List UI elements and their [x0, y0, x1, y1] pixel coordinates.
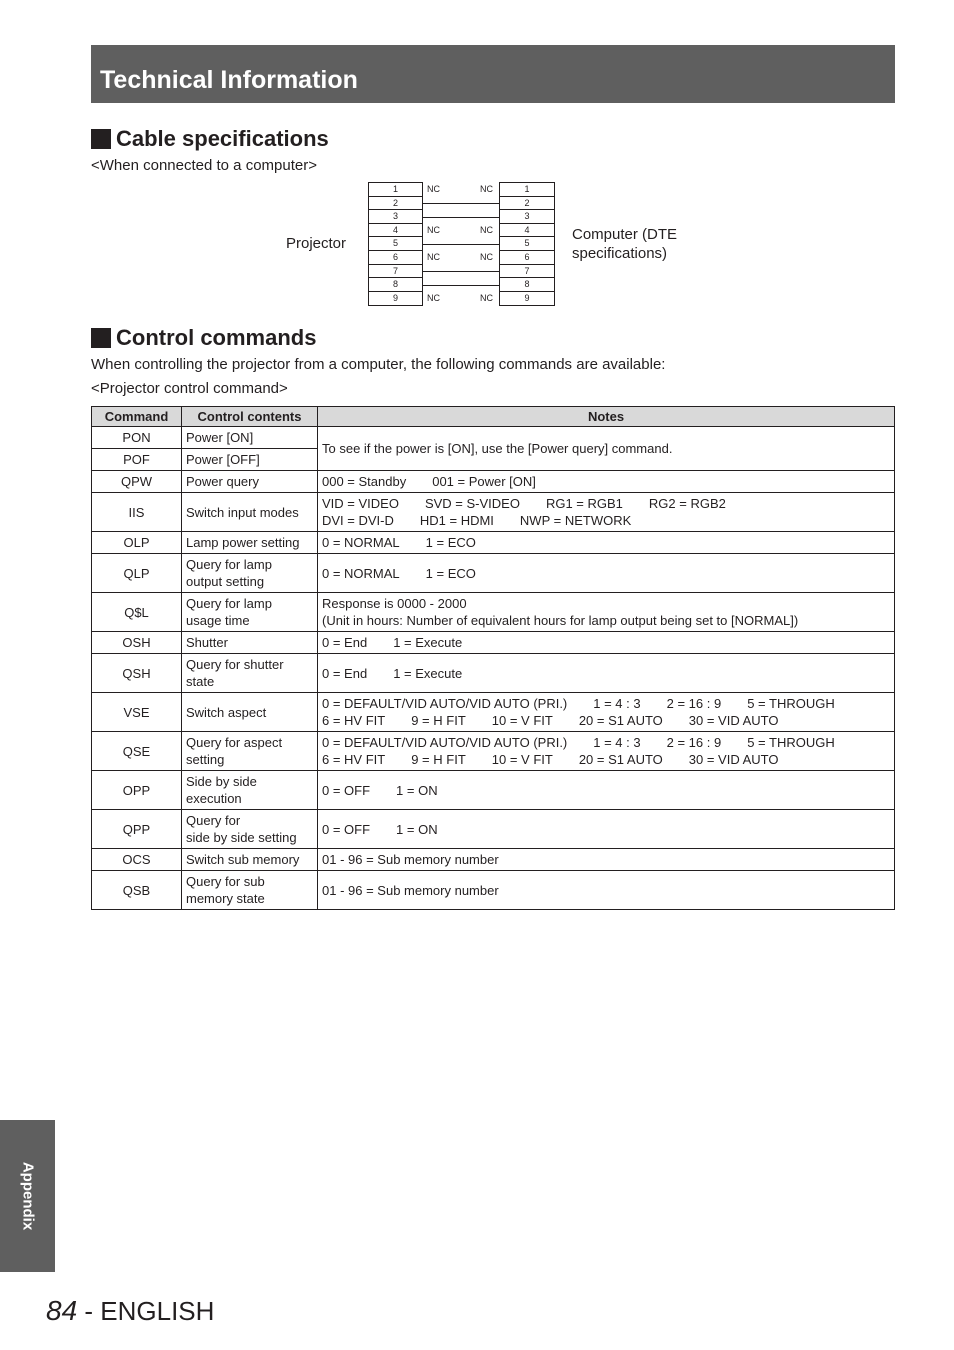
- note-item: 5 = THROUGH: [747, 696, 835, 711]
- nc-label: NC: [480, 184, 493, 194]
- contents-line: output setting: [186, 574, 265, 589]
- contents-line: state: [186, 674, 215, 689]
- pin-number: 5: [369, 237, 422, 251]
- computer-label-line2: specifications): [572, 245, 668, 262]
- commands-subtitle: <Projector control command>: [91, 380, 288, 397]
- table-row: [92, 532, 895, 554]
- note-item: 0 = DEFAULT/VID AUTO/VID AUTO (PRI.): [322, 696, 568, 711]
- pin-number: 4: [500, 224, 554, 238]
- command-cell: POF: [92, 449, 182, 471]
- contents-cell: Switch sub memory: [182, 849, 318, 871]
- wire-8-7: [423, 285, 499, 286]
- note-item: 9 = H FIT: [411, 752, 466, 767]
- projector-pin-column: [368, 182, 423, 306]
- notes-cell: [318, 471, 895, 493]
- notes-cell: [318, 493, 895, 532]
- square-bullet-icon: [91, 129, 111, 149]
- command-cell: OSH: [92, 632, 182, 654]
- nc-label: NC: [427, 293, 440, 303]
- computer-label-line1: Computer (DTE: [572, 226, 678, 243]
- command-cell: PON: [92, 427, 182, 449]
- cable-section-title: Cable specifications: [116, 126, 329, 151]
- contents-cell: [182, 654, 318, 693]
- nc-label: NC: [427, 225, 440, 235]
- pin-number: 3: [500, 210, 554, 224]
- command-cell: QSB: [92, 871, 182, 910]
- notes-cell: To see if the power is [ON], use the [Power query] command.: [318, 427, 895, 471]
- notes-cell: 01 - 96 = Sub memory number: [318, 849, 895, 871]
- note-item: 0 = DEFAULT/VID AUTO/VID AUTO (PRI.): [322, 735, 568, 750]
- table-row: [92, 554, 895, 593]
- command-cell: OCS: [92, 849, 182, 871]
- contents-line: usage time: [186, 613, 250, 628]
- pin-number: 9: [524, 292, 530, 303]
- table-row: [92, 810, 895, 849]
- notes-cell: [318, 532, 895, 554]
- command-cell: QLP: [92, 554, 182, 593]
- notes-cell: [318, 593, 895, 632]
- header-command: Command: [92, 407, 182, 427]
- note-item: 0 = End: [322, 635, 368, 650]
- contents-line: Query for lamp: [186, 557, 272, 572]
- notes-cell: [318, 632, 895, 654]
- note-item: 1 = 4 : 3: [593, 735, 641, 750]
- note-item: 10 = V FIT: [491, 752, 553, 767]
- table-row: [92, 471, 895, 493]
- nc-label: NC: [480, 252, 493, 262]
- contents-line: Query for lamp: [186, 596, 272, 611]
- table-row: [92, 593, 895, 632]
- commands-section-title: Control commands: [116, 325, 317, 350]
- nc-label: NC: [427, 184, 440, 194]
- command-cell: OLP: [92, 532, 182, 554]
- page-banner: [91, 45, 895, 103]
- contents-line: Query for: [186, 813, 241, 828]
- note-item: 6 = HV FIT: [322, 752, 386, 767]
- table-row: [92, 493, 895, 532]
- notes-cell: 01 - 96 = Sub memory number: [318, 871, 895, 910]
- note-item: 5 = THROUGH: [747, 735, 835, 750]
- note-item: 30 = VID AUTO: [688, 752, 779, 767]
- note-item: 1 = ECO: [425, 535, 476, 550]
- note-item: 1 = Execute: [393, 635, 463, 650]
- note-item: 2 = 16 : 9: [666, 696, 722, 711]
- note-item: 001 = Power [ON]: [432, 474, 536, 489]
- appendix-side-tab: [0, 1120, 55, 1272]
- footer-language: - ENGLISH: [77, 1296, 215, 1326]
- table-row: [92, 693, 895, 732]
- note-item: 10 = V FIT: [491, 713, 553, 728]
- note-item: 1 = 4 : 3: [593, 696, 641, 711]
- command-cell: QPW: [92, 471, 182, 493]
- header-notes: Notes: [318, 407, 895, 427]
- table-row: [92, 871, 895, 910]
- pin-number: 1: [369, 183, 422, 197]
- commands-intro: When controlling the projector from a computer, the following commands are available:: [91, 356, 666, 373]
- contents-cell: [182, 771, 318, 810]
- command-cell: IIS: [92, 493, 182, 532]
- table-row: [92, 632, 895, 654]
- note-item: 1 = ON: [396, 821, 438, 837]
- cable-section-heading: [91, 126, 329, 152]
- contents-line: Query for sub: [186, 874, 265, 889]
- note-item: 1 = ON: [396, 782, 438, 798]
- note-item: 9 = H FIT: [411, 713, 466, 728]
- commands-section-heading: [91, 325, 316, 351]
- note-item: HD1 = HDMI: [419, 513, 494, 528]
- contents-cell: [182, 593, 318, 632]
- note-item: 2 = 16 : 9: [666, 735, 722, 750]
- pin-number: 2: [500, 197, 554, 211]
- note-item: 0 = NORMAL: [322, 565, 400, 581]
- note-item: Response is 0000 - 2000: [322, 596, 467, 611]
- pin-number: 7: [500, 265, 554, 279]
- table-row: [92, 427, 895, 449]
- note-item: NWP = NETWORK: [519, 513, 632, 528]
- page-number: 84: [46, 1295, 78, 1326]
- command-table: [91, 406, 895, 910]
- appendix-tab-label: Appendix: [19, 1161, 36, 1231]
- contents-line: memory state: [186, 891, 265, 906]
- contents-cell: [182, 732, 318, 771]
- pin-number: 3: [369, 210, 422, 224]
- table-header-row: [92, 407, 895, 427]
- command-cell: Q$L: [92, 593, 182, 632]
- contents-cell: Power [OFF]: [182, 449, 318, 471]
- table-row: [92, 849, 895, 871]
- contents-cell: [182, 871, 318, 910]
- contents-line: side by side setting: [186, 830, 297, 845]
- square-bullet-icon: [91, 328, 111, 348]
- pin-number: 5: [500, 237, 554, 251]
- note-item: 20 = S1 AUTO: [578, 713, 663, 728]
- wire-2-3: [423, 203, 499, 204]
- note-item: 20 = S1 AUTO: [578, 752, 663, 767]
- notes-cell: [318, 771, 895, 810]
- notes-cell: [318, 654, 895, 693]
- pin-number: 1: [500, 183, 554, 197]
- nc-label: NC: [480, 293, 493, 303]
- contents-line: Side by side: [186, 774, 257, 789]
- contents-line: Query for shutter: [186, 657, 284, 672]
- table-row: [92, 732, 895, 771]
- contents-cell: [182, 810, 318, 849]
- notes-cell: [318, 732, 895, 771]
- page-title: Technical Information: [100, 66, 358, 94]
- note-item: 0 = NORMAL: [322, 535, 400, 550]
- contents-line: execution: [186, 791, 242, 806]
- wire-3-2: [423, 217, 499, 218]
- wire-5-5: [423, 244, 499, 245]
- notes-cell: [318, 693, 895, 732]
- contents-cell: Power [ON]: [182, 427, 318, 449]
- pin-number: 7: [369, 265, 422, 279]
- note-item: SVD = S-VIDEO: [424, 496, 520, 511]
- notes-cell: [318, 810, 895, 849]
- pin-number: 4: [369, 224, 422, 238]
- contents-cell: Switch input modes: [182, 493, 318, 532]
- command-cell: QPP: [92, 810, 182, 849]
- table-row: [92, 654, 895, 693]
- contents-cell: Switch aspect: [182, 693, 318, 732]
- note-item: VID = VIDEO: [322, 496, 399, 511]
- command-cell: QSE: [92, 732, 182, 771]
- note-item: RG1 = RGB1: [545, 496, 623, 511]
- contents-cell: [182, 554, 318, 593]
- projector-label: Projector: [286, 235, 347, 252]
- header-contents: Control contents: [182, 407, 318, 427]
- pin-number: 8: [500, 278, 554, 292]
- pin-number: 2: [369, 197, 422, 211]
- pin-number: 9: [392, 292, 398, 303]
- table-row: [92, 771, 895, 810]
- note-item: RG2 = RGB2: [648, 496, 726, 511]
- note-item: DVI = DVI-D: [322, 513, 394, 528]
- page-footer: [46, 1295, 214, 1327]
- command-cell: QSH: [92, 654, 182, 693]
- cable-subtitle: <When connected to a computer>: [91, 157, 317, 174]
- pin-number: 6: [369, 251, 422, 265]
- contents-line: Query for aspect: [186, 735, 283, 750]
- note-item: 1 = ECO: [425, 565, 476, 581]
- note-item: 30 = VID AUTO: [688, 713, 779, 728]
- computer-pin-column: [499, 182, 555, 306]
- note-item: 0 = OFF: [322, 821, 371, 837]
- note-item: 1 = Execute: [393, 665, 463, 681]
- notes-cell: [318, 554, 895, 593]
- nc-label: NC: [480, 225, 493, 235]
- note-item: 6 = HV FIT: [322, 713, 386, 728]
- nc-label: NC: [427, 252, 440, 262]
- note-item: 0 = OFF: [322, 782, 371, 798]
- command-cell: VSE: [92, 693, 182, 732]
- contents-cell: Shutter: [182, 632, 318, 654]
- note-item: (Unit in hours: Number of equivalent hours for lamp output being set to [NORMAL]): [322, 613, 799, 628]
- pin-number: 8: [369, 278, 422, 292]
- contents-line: setting: [186, 752, 225, 767]
- note-item: 0 = End: [322, 665, 368, 681]
- note-item: 000 = Standby: [322, 474, 407, 489]
- contents-cell: Power query: [182, 471, 318, 493]
- pin-number: 6: [500, 251, 554, 265]
- contents-cell: Lamp power setting: [182, 532, 318, 554]
- wire-7-8: [423, 271, 499, 272]
- command-cell: OPP: [92, 771, 182, 810]
